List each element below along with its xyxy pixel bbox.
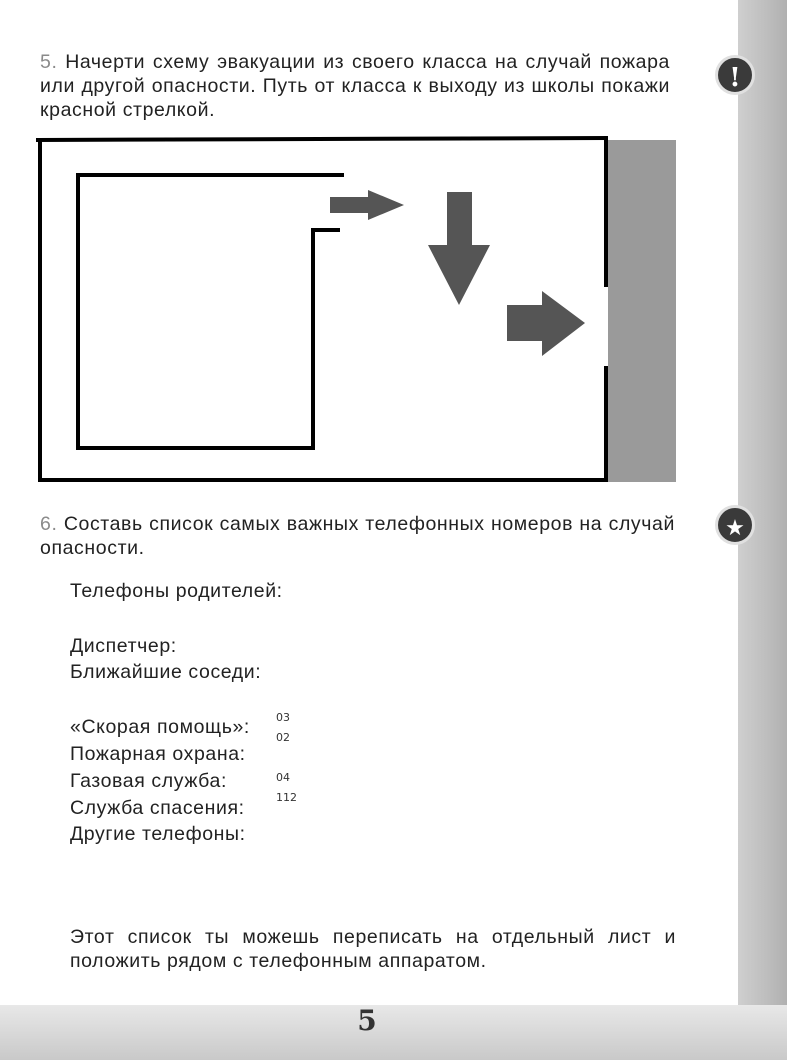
list-fire: Пожарная охрана: bbox=[70, 743, 246, 765]
note-text: Этот список ты можешь переписать на отдельный лист и положить рядом с телефонным аппаратом. bbox=[70, 926, 676, 972]
page-bottom-band bbox=[0, 1005, 787, 1060]
task-6-text: Составь список самых важных телефонных номеров на случай опасности. bbox=[40, 513, 675, 559]
fire-number: 02 bbox=[276, 731, 290, 744]
arrow-right-icon bbox=[330, 190, 404, 220]
list-dispatcher: Диспетчер: bbox=[70, 635, 177, 657]
task-5-text: Начерти схему эвакуации из своего класса на случай пожара или другой опасности. Путь от класса к выходу из школы покажи красной стрелкой. bbox=[40, 51, 670, 121]
task-6 bbox=[40, 512, 675, 560]
list-ambulance: «Скорая помощь»: bbox=[70, 716, 250, 738]
arrow-down-icon bbox=[428, 192, 490, 305]
ambulance-number: 03 bbox=[276, 711, 290, 724]
star-icon: ★ bbox=[715, 505, 755, 545]
evacuation-scheme bbox=[0, 0, 787, 500]
page-number: 5 bbox=[357, 1004, 377, 1037]
list-other: Другие телефоны: bbox=[70, 823, 246, 845]
task-6-number: 6. bbox=[40, 513, 58, 535]
list-parents: Телефоны родителей: bbox=[70, 580, 283, 602]
exit-door-strip bbox=[608, 140, 676, 482]
task-5-number: 5. bbox=[40, 51, 58, 73]
list-rescue: Служба спасения: bbox=[70, 797, 245, 819]
gas-number: 04 bbox=[276, 771, 290, 784]
list-neighbors: Ближайшие соседи: bbox=[70, 661, 262, 683]
exclamation-icon: ! bbox=[715, 55, 755, 95]
rescue-number: 112 bbox=[276, 791, 297, 804]
classroom-walls bbox=[78, 175, 342, 448]
arrow-right-icon bbox=[507, 291, 585, 356]
list-gas: Газовая служба: bbox=[70, 770, 227, 792]
